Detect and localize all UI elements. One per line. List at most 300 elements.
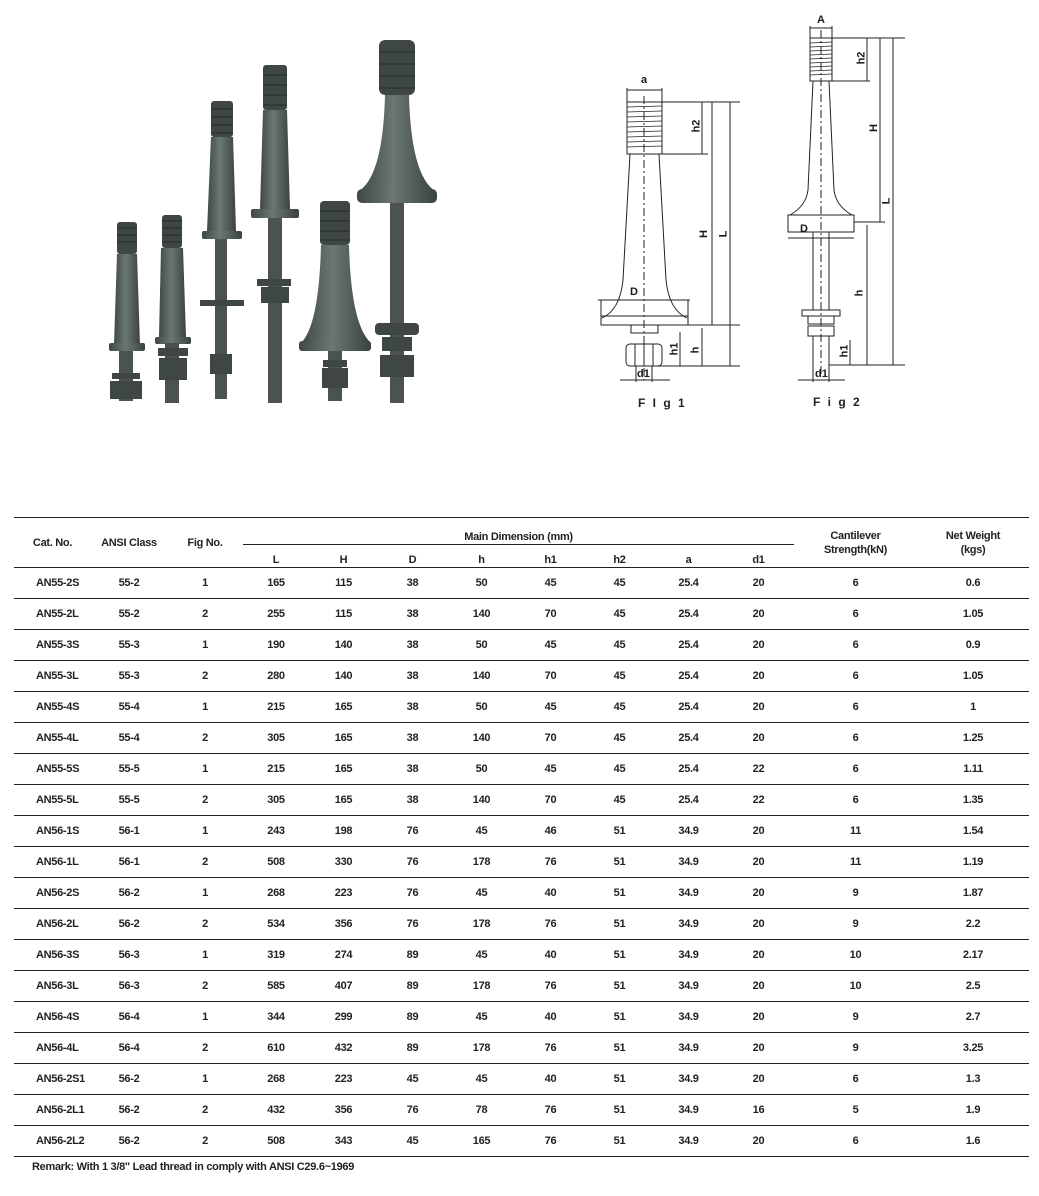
cell-ansi-class: 56-4 (91, 1033, 167, 1064)
cell-h2: 45 (585, 692, 654, 723)
cell-L: 305 (243, 785, 309, 816)
cell-ansi-class: 56-3 (91, 940, 167, 971)
cell-cantilever-strength: 11 (794, 816, 917, 847)
product-photo (95, 25, 465, 415)
table-row (14, 630, 1029, 661)
cell-h: 50 (447, 630, 516, 661)
dim-label-d1: d1 (637, 368, 650, 380)
cell-D: 38 (378, 723, 447, 754)
cell-cat-no: AN56-2S1 (14, 1064, 91, 1095)
cell-D: 38 (378, 661, 447, 692)
cell-ansi-class: 56-2 (91, 909, 167, 940)
cell-ansi-class: 55-2 (91, 568, 167, 599)
cell-h1: 76 (516, 847, 585, 878)
cell-net-weight: 1.05 (917, 599, 1029, 630)
dim-label-D: D (800, 223, 808, 235)
dim-label-h: h (689, 346, 702, 354)
cell-a: 34.9 (654, 878, 723, 909)
cell-cat-no: AN56-1L (14, 847, 91, 878)
cell-a: 25.4 (654, 723, 723, 754)
cell-L: 319 (243, 940, 309, 971)
cell-d1: 20 (723, 1002, 794, 1033)
cell-fig-no: 2 (167, 1033, 243, 1064)
table-row (14, 1033, 1029, 1064)
cell-h: 50 (447, 568, 516, 599)
dim-label-D: D (630, 286, 638, 298)
cell-d1: 20 (723, 568, 794, 599)
cell-cantilever-strength: 9 (794, 1002, 917, 1033)
cell-h1: 40 (516, 1002, 585, 1033)
cell-d1: 20 (723, 661, 794, 692)
cell-h2: 51 (585, 816, 654, 847)
cell-fig-no: 1 (167, 692, 243, 723)
cell-a: 34.9 (654, 1002, 723, 1033)
cell-h: 140 (447, 599, 516, 630)
cell-ansi-class: 56-2 (91, 878, 167, 909)
col-d1: d1 (752, 554, 765, 566)
cell-h2: 45 (585, 785, 654, 816)
cell-H: 432 (309, 1033, 378, 1064)
cantilever-label-line2: Strength(kN) (823, 543, 887, 556)
cell-net-weight: 1.25 (917, 723, 1029, 754)
cell-H: 223 (309, 878, 378, 909)
cell-fig-no: 2 (167, 1126, 243, 1157)
weight-label-line1: Net Weight (945, 529, 1001, 542)
col-group-main-dimension: Main Dimension (mm) (243, 518, 794, 545)
cell-cantilever-strength: 6 (794, 785, 917, 816)
cell-h: 45 (447, 940, 516, 971)
cell-ansi-class: 55-5 (91, 785, 167, 816)
cell-cat-no: AN55-5L (14, 785, 91, 816)
cell-h: 178 (447, 1033, 516, 1064)
cell-fig-no: 2 (167, 971, 243, 1002)
cell-h2: 51 (585, 971, 654, 1002)
cell-H: 198 (309, 816, 378, 847)
cell-h2: 51 (585, 1126, 654, 1157)
cell-d1: 20 (723, 1064, 794, 1095)
cell-D: 89 (378, 1002, 447, 1033)
cell-D: 38 (378, 599, 447, 630)
cell-L: 508 (243, 847, 309, 878)
cell-h: 165 (447, 1126, 516, 1157)
cell-cantilever-strength: 6 (794, 1064, 917, 1095)
cell-H: 223 (309, 1064, 378, 1095)
col-D: D (408, 554, 417, 566)
cell-H: 165 (309, 692, 378, 723)
dim-label-H: H (697, 230, 710, 238)
cell-h: 178 (447, 909, 516, 940)
cell-cat-no: AN56-2L2 (14, 1126, 91, 1157)
cell-h2: 51 (585, 847, 654, 878)
cantilever-label-line1: Cantilever (830, 529, 881, 542)
cell-cantilever-strength: 5 (794, 1095, 917, 1126)
cell-h1: 76 (516, 1033, 585, 1064)
table-row (14, 661, 1029, 692)
cell-cantilever-strength: 6 (794, 630, 917, 661)
cell-cantilever-strength: 9 (794, 1033, 917, 1064)
cell-L: 432 (243, 1095, 309, 1126)
cell-a: 34.9 (654, 1095, 723, 1126)
cell-D: 76 (378, 1095, 447, 1126)
cell-h1: 45 (516, 568, 585, 599)
cell-H: 140 (309, 661, 378, 692)
cell-ansi-class: 55-4 (91, 692, 167, 723)
cell-cantilever-strength: 10 (794, 971, 917, 1002)
cell-d1: 20 (723, 909, 794, 940)
cell-D: 38 (378, 630, 447, 661)
table-row (14, 785, 1029, 816)
table-row (14, 1095, 1029, 1126)
cell-L: 305 (243, 723, 309, 754)
cell-H: 356 (309, 909, 378, 940)
cell-h: 45 (447, 878, 516, 909)
cell-h2: 51 (585, 909, 654, 940)
cell-net-weight: 1.11 (917, 754, 1029, 785)
cell-cantilever-strength: 11 (794, 847, 917, 878)
cell-d1: 20 (723, 971, 794, 1002)
cell-net-weight: 3.25 (917, 1033, 1029, 1064)
cell-d1: 20 (723, 723, 794, 754)
cell-ansi-class: 55-3 (91, 630, 167, 661)
cell-cantilever-strength: 6 (794, 1126, 917, 1157)
cell-net-weight: 2.17 (917, 940, 1029, 971)
dim-label-h1: h1 (838, 344, 851, 358)
cell-a: 34.9 (654, 847, 723, 878)
cell-d1: 20 (723, 630, 794, 661)
dim-label-L: L (717, 230, 730, 238)
cell-h: 45 (447, 1064, 516, 1095)
cell-ansi-class: 55-4 (91, 723, 167, 754)
col-a: a (685, 554, 692, 566)
cell-h2: 45 (585, 630, 654, 661)
cell-net-weight: 1.05 (917, 661, 1029, 692)
cell-h: 50 (447, 692, 516, 723)
cell-h2: 51 (585, 878, 654, 909)
cell-L: 344 (243, 1002, 309, 1033)
cell-h: 45 (447, 816, 516, 847)
cell-h1: 40 (516, 878, 585, 909)
cell-ansi-class: 56-3 (91, 971, 167, 1002)
cell-h1: 76 (516, 971, 585, 1002)
cell-h1: 70 (516, 661, 585, 692)
cell-h1: 70 (516, 723, 585, 754)
cell-a: 34.9 (654, 1033, 723, 1064)
table-row (14, 909, 1029, 940)
table-row (14, 816, 1029, 847)
cell-H: 356 (309, 1095, 378, 1126)
cell-d1: 20 (723, 940, 794, 971)
cell-h1: 40 (516, 1064, 585, 1095)
cell-a: 34.9 (654, 971, 723, 1002)
cell-h: 50 (447, 754, 516, 785)
cell-fig-no: 1 (167, 1064, 243, 1095)
cell-cat-no: AN56-4S (14, 1002, 91, 1033)
cell-fig-no: 1 (167, 940, 243, 971)
cell-a: 34.9 (654, 940, 723, 971)
cell-D: 76 (378, 909, 447, 940)
cell-D: 45 (378, 1064, 447, 1095)
cell-d1: 20 (723, 599, 794, 630)
cell-D: 76 (378, 847, 447, 878)
dim-label-H: H (867, 124, 880, 132)
cell-fig-no: 1 (167, 878, 243, 909)
dim-label-h: h (853, 289, 866, 297)
cell-D: 38 (378, 692, 447, 723)
cell-cat-no: AN56-2S (14, 878, 91, 909)
cell-L: 215 (243, 692, 309, 723)
cell-net-weight: 0.6 (917, 568, 1029, 599)
cell-fig-no: 1 (167, 1002, 243, 1033)
cell-H: 115 (309, 599, 378, 630)
dim-label-h2: h2 (855, 51, 868, 65)
cell-h2: 45 (585, 568, 654, 599)
cell-d1: 22 (723, 754, 794, 785)
cell-h1: 70 (516, 785, 585, 816)
remark-note: Remark: With 1 3/8" Lead thread in comply with ANSI C29.6~1969 (32, 1161, 355, 1173)
cell-net-weight: 1.35 (917, 785, 1029, 816)
cell-net-weight: 0.9 (917, 630, 1029, 661)
dim-label-h1: h1 (668, 342, 681, 356)
cell-L: 165 (243, 568, 309, 599)
cell-d1: 20 (723, 1126, 794, 1157)
cell-L: 508 (243, 1126, 309, 1157)
cell-cat-no: AN56-2L1 (14, 1095, 91, 1126)
cell-L: 280 (243, 661, 309, 692)
cell-cantilever-strength: 10 (794, 940, 917, 971)
cell-h2: 51 (585, 1033, 654, 1064)
cell-L: 243 (243, 816, 309, 847)
cell-ansi-class: 56-4 (91, 1002, 167, 1033)
cell-a: 34.9 (654, 909, 723, 940)
cell-D: 45 (378, 1126, 447, 1157)
cell-h2: 45 (585, 754, 654, 785)
cell-net-weight: 2.5 (917, 971, 1029, 1002)
cell-h1: 45 (516, 630, 585, 661)
cell-h2: 51 (585, 1095, 654, 1126)
cell-L: 610 (243, 1033, 309, 1064)
cell-h: 78 (447, 1095, 516, 1126)
dim-label-a: a (641, 74, 648, 86)
cell-D: 89 (378, 971, 447, 1002)
cell-fig-no: 2 (167, 661, 243, 692)
col-net-weight (917, 518, 1029, 568)
table-row (14, 940, 1029, 971)
cell-d1: 20 (723, 847, 794, 878)
cell-fig-no: 1 (167, 568, 243, 599)
col-H: H (339, 554, 348, 566)
cell-H: 165 (309, 723, 378, 754)
cell-net-weight: 1.3 (917, 1064, 1029, 1095)
cell-h1: 70 (516, 599, 585, 630)
table-row (14, 1064, 1029, 1095)
table-row (14, 754, 1029, 785)
cell-fig-no: 1 (167, 754, 243, 785)
cell-cat-no: AN55-5S (14, 754, 91, 785)
cell-cat-no: AN55-2S (14, 568, 91, 599)
cell-fig-no: 2 (167, 909, 243, 940)
cell-h1: 46 (516, 816, 585, 847)
dim-label-L: L (880, 197, 893, 205)
weight-label-line2: (kgs) (960, 543, 986, 556)
cell-H: 165 (309, 754, 378, 785)
cell-h2: 51 (585, 1002, 654, 1033)
cell-h: 140 (447, 785, 516, 816)
spec-table-body (14, 568, 1029, 1157)
cell-net-weight: 2.7 (917, 1002, 1029, 1033)
col-h1: h1 (544, 554, 557, 566)
cell-d1: 20 (723, 1033, 794, 1064)
cell-ansi-class: 56-1 (91, 816, 167, 847)
cell-cantilever-strength: 6 (794, 723, 917, 754)
cell-h2: 45 (585, 661, 654, 692)
cell-net-weight: 1.54 (917, 816, 1029, 847)
cell-ansi-class: 55-2 (91, 599, 167, 630)
cell-cantilever-strength: 6 (794, 692, 917, 723)
table-row (14, 723, 1029, 754)
cell-cat-no: AN56-4L (14, 1033, 91, 1064)
cell-D: 76 (378, 878, 447, 909)
cell-H: 165 (309, 785, 378, 816)
col-h2: h2 (613, 554, 626, 566)
cell-h1: 40 (516, 940, 585, 971)
table-row (14, 971, 1029, 1002)
cell-cat-no: AN56-3L (14, 971, 91, 1002)
cell-h: 178 (447, 971, 516, 1002)
col-L: L (272, 554, 280, 566)
cell-net-weight: 2.2 (917, 909, 1029, 940)
cell-H: 343 (309, 1126, 378, 1157)
cell-L: 255 (243, 599, 309, 630)
cell-net-weight: 1 (917, 692, 1029, 723)
header-row-top (14, 518, 1029, 545)
cell-a: 25.4 (654, 754, 723, 785)
cell-cat-no: AN55-3S (14, 630, 91, 661)
cell-d1: 22 (723, 785, 794, 816)
cell-h1: 45 (516, 754, 585, 785)
cell-h1: 45 (516, 692, 585, 723)
table-row (14, 692, 1029, 723)
cell-net-weight: 1.6 (917, 1126, 1029, 1157)
spindle-bolts-image (95, 25, 465, 415)
cell-h: 140 (447, 661, 516, 692)
cell-net-weight: 1.9 (917, 1095, 1029, 1126)
cell-fig-no: 2 (167, 723, 243, 754)
cell-fig-no: 2 (167, 785, 243, 816)
cell-cat-no: AN56-1S (14, 816, 91, 847)
cell-h: 178 (447, 847, 516, 878)
dim-label-d1: d1 (815, 368, 828, 380)
table-row (14, 599, 1029, 630)
cell-L: 268 (243, 1064, 309, 1095)
cell-L: 585 (243, 971, 309, 1002)
cell-cantilever-strength: 6 (794, 599, 917, 630)
cell-fig-no: 1 (167, 630, 243, 661)
cell-h2: 45 (585, 599, 654, 630)
cell-cat-no: AN55-4S (14, 692, 91, 723)
cell-cat-no: AN55-2L (14, 599, 91, 630)
cell-ansi-class: 56-1 (91, 847, 167, 878)
cell-cantilever-strength: 6 (794, 568, 917, 599)
cell-d1: 20 (723, 816, 794, 847)
figure-1-caption: F I g 1 (638, 396, 687, 410)
cell-net-weight: 1.87 (917, 878, 1029, 909)
figure-1-drawing (590, 60, 770, 410)
cell-ansi-class: 55-3 (91, 661, 167, 692)
cell-net-weight: 1.19 (917, 847, 1029, 878)
cell-h2: 51 (585, 1064, 654, 1095)
spec-table (14, 517, 1029, 1157)
cell-H: 407 (309, 971, 378, 1002)
cell-cantilever-strength: 6 (794, 661, 917, 692)
cell-ansi-class: 56-2 (91, 1095, 167, 1126)
table-row (14, 568, 1029, 599)
cell-fig-no: 2 (167, 847, 243, 878)
cell-D: 89 (378, 940, 447, 971)
table-row (14, 878, 1029, 909)
dim-label-h2: h2 (690, 119, 703, 133)
cell-cat-no: AN56-2L (14, 909, 91, 940)
cell-a: 25.4 (654, 785, 723, 816)
table-row (14, 1002, 1029, 1033)
table-row (14, 847, 1029, 878)
cell-D: 38 (378, 785, 447, 816)
figure-2-caption: F i g 2 (813, 395, 862, 409)
col-cat-no: Cat. No. (32, 536, 73, 549)
cell-d1: 20 (723, 692, 794, 723)
cell-D: 38 (378, 568, 447, 599)
cell-a: 34.9 (654, 1126, 723, 1157)
cell-h2: 51 (585, 940, 654, 971)
cell-H: 299 (309, 1002, 378, 1033)
cell-a: 25.4 (654, 661, 723, 692)
cell-L: 215 (243, 754, 309, 785)
cell-h: 140 (447, 723, 516, 754)
cell-h1: 76 (516, 1126, 585, 1157)
cell-H: 274 (309, 940, 378, 971)
cell-L: 268 (243, 878, 309, 909)
cell-h2: 45 (585, 723, 654, 754)
cell-h1: 76 (516, 909, 585, 940)
cell-D: 76 (378, 816, 447, 847)
cell-a: 25.4 (654, 630, 723, 661)
cell-fig-no: 2 (167, 599, 243, 630)
cell-d1: 16 (723, 1095, 794, 1126)
cell-L: 190 (243, 630, 309, 661)
cell-a: 25.4 (654, 568, 723, 599)
col-h: h (478, 554, 485, 566)
cell-a: 34.9 (654, 1064, 723, 1095)
col-ansi-class: ANSI Class (101, 536, 157, 549)
cell-L: 534 (243, 909, 309, 940)
cell-H: 140 (309, 630, 378, 661)
cell-cantilever-strength: 9 (794, 878, 917, 909)
cell-ansi-class: 56-2 (91, 1126, 167, 1157)
col-cantilever-strength (794, 518, 917, 568)
cell-cat-no: AN56-3S (14, 940, 91, 971)
cell-d1: 20 (723, 878, 794, 909)
dim-label-A: A (817, 14, 825, 26)
cell-a: 25.4 (654, 692, 723, 723)
col-fig-no: Fig No. (187, 536, 223, 549)
cell-cat-no: AN55-3L (14, 661, 91, 692)
cell-H: 330 (309, 847, 378, 878)
cell-H: 115 (309, 568, 378, 599)
cell-ansi-class: 55-5 (91, 754, 167, 785)
cell-D: 38 (378, 754, 447, 785)
cell-a: 34.9 (654, 816, 723, 847)
cell-D: 89 (378, 1033, 447, 1064)
cell-h: 45 (447, 1002, 516, 1033)
